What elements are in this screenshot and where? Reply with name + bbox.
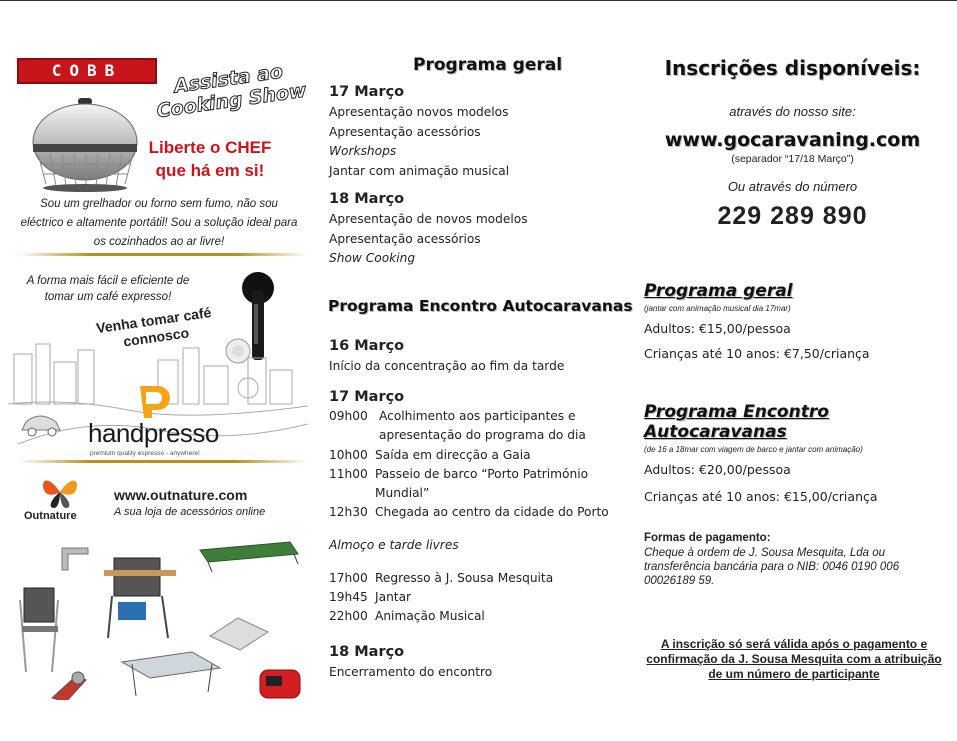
program-item: Início da concentração ao fim da tarde bbox=[329, 359, 565, 373]
top-border bbox=[0, 0, 957, 1]
payment-block bbox=[644, 532, 924, 588]
encontro-program bbox=[329, 338, 629, 682]
schedule-text: Saída em direcção a Gaia bbox=[375, 447, 531, 462]
date-heading: 17 Março bbox=[329, 389, 405, 405]
price-note: (jantar com animação musical dia 17mar) bbox=[644, 304, 791, 313]
program-item: Show Cooking bbox=[329, 251, 416, 265]
cobb-slogan: Assista ao Cooking Show bbox=[155, 60, 308, 123]
date-heading: 18 Março bbox=[329, 643, 405, 660]
program-item: Encerramento do encontro bbox=[329, 664, 493, 679]
handpresso-callout: Venha tomar café connosco bbox=[95, 304, 213, 350]
lunch-note: Almoço e tarde livres bbox=[329, 537, 459, 552]
prices-encontro bbox=[644, 402, 949, 504]
divider bbox=[18, 253, 308, 256]
via-site-label: através do nosso site: bbox=[729, 104, 856, 119]
schedule-row bbox=[329, 407, 629, 426]
cobb-grill-image bbox=[28, 92, 143, 192]
price-note: (de 16 a 18mar com viagem de barco e jantar com animação) bbox=[644, 445, 863, 454]
date-heading: 18 Março bbox=[329, 191, 405, 207]
schedule-text: Acolhimento aos participantes e bbox=[379, 409, 576, 423]
schedule-row bbox=[329, 607, 629, 626]
site-separator-note: (separador “17/18 Março”) bbox=[731, 153, 854, 165]
schedule-time: 09h00 bbox=[329, 409, 368, 423]
cobb-headline: Liberte o CHEF que há em si! bbox=[148, 138, 272, 180]
schedule-text-cont: apresentação do programa do dia bbox=[379, 428, 586, 443]
price-children: Crianças até 10 anos: €7,50/criança bbox=[644, 346, 870, 361]
handpresso-tagline: A forma mais fácil e eficiente de tomar um café expresso! bbox=[26, 275, 190, 303]
schedule-time: 17h00 bbox=[329, 570, 368, 585]
encontro-title: Programa Encontro Autocaravanas bbox=[328, 297, 633, 315]
divider bbox=[18, 460, 308, 463]
program-geral bbox=[329, 84, 629, 269]
schedule-row bbox=[329, 503, 629, 522]
schedule-text: Jantar bbox=[375, 590, 412, 605]
handpresso-subtitle: premium quality espresso - anywhere! bbox=[90, 450, 200, 457]
program-item: Apresentação novos modelos bbox=[329, 105, 509, 119]
price-children: Crianças até 10 anos: €15,00/criança bbox=[644, 489, 878, 504]
program-item: Apresentação acessórios bbox=[329, 124, 481, 139]
program-item: Jantar com animação musical bbox=[329, 163, 510, 178]
schedule-row bbox=[329, 569, 629, 588]
outnature-logo: Outnature bbox=[24, 510, 77, 522]
date-heading: 16 Março bbox=[329, 338, 405, 354]
schedule-text: Chegada ao centro da cidade do Porto bbox=[375, 505, 609, 520]
program-item: Apresentação acessórios bbox=[329, 231, 481, 246]
site-link[interactable]: www.gocaravaning.com bbox=[664, 129, 921, 151]
schedule-time: 10h00 bbox=[329, 447, 368, 462]
cobb-logo: COBB bbox=[17, 58, 157, 84]
program-item: Apresentação de novos modelos bbox=[329, 212, 528, 226]
schedule-text: Passeio de barco “Porto Património bbox=[375, 466, 589, 481]
prices-geral bbox=[644, 281, 949, 361]
handpresso-brand: handpresso bbox=[88, 418, 219, 448]
via-phone-label: Ou através do número bbox=[727, 179, 858, 194]
payment-text: Cheque à ordem de J. Sousa Mesquita, Lda ou transferência bancária para o NIB: 0046 0190 006 00026189 59. bbox=[644, 547, 900, 587]
outnature-url[interactable]: www.outnature.com bbox=[114, 487, 248, 503]
schedule-time: 22h00 bbox=[329, 609, 368, 624]
validity-note: A inscrição só será válida após o pagamento e confirmação da J. Sousa Mesquita com a atribuição de um número de participante bbox=[646, 637, 942, 681]
schedule-time: 19h45 bbox=[329, 590, 368, 605]
inscricoes-block bbox=[640, 56, 945, 231]
phone-number: 229 289 890 bbox=[717, 202, 868, 230]
schedule-time: 12h30 bbox=[329, 505, 368, 520]
schedule-text-cont: Mundial” bbox=[375, 486, 430, 501]
schedule-text: Animação Musical bbox=[375, 609, 485, 624]
schedule-row bbox=[329, 588, 629, 607]
schedule-text: Regresso à J. Sousa Mesquita bbox=[375, 570, 554, 585]
date-heading: 17 Março bbox=[329, 84, 405, 100]
price-section-title: Programa geral bbox=[644, 281, 793, 301]
ads-column bbox=[0, 40, 318, 740]
outnature-products-image bbox=[12, 540, 307, 700]
cobb-description: Sou um grelhador ou forno sem fumo, não sou eléctrico e altamente portátil! Sou a solução ideal para os cozinhados ao ar livre! bbox=[20, 198, 298, 248]
price-section-title: Programa Encontro Autocaravanas bbox=[644, 402, 829, 442]
outnature-tagline: A sua loja de acessórios online bbox=[114, 506, 266, 518]
butterfly-icon bbox=[40, 472, 80, 510]
inscricoes-title: Inscrições disponíveis: bbox=[664, 56, 921, 80]
schedule-row bbox=[329, 465, 629, 484]
schedule-row bbox=[329, 446, 629, 465]
schedule-time: 11h00 bbox=[329, 466, 368, 481]
program-title: Programa geral bbox=[413, 55, 563, 75]
program-item: Workshops bbox=[329, 144, 397, 158]
price-adults: Adultos: €20,00/pessoa bbox=[644, 462, 791, 477]
payment-title: Formas de pagamento: bbox=[644, 532, 771, 544]
price-adults: Adultos: €15,00/pessoa bbox=[644, 321, 791, 336]
handpresso-logo-icon bbox=[132, 380, 172, 422]
